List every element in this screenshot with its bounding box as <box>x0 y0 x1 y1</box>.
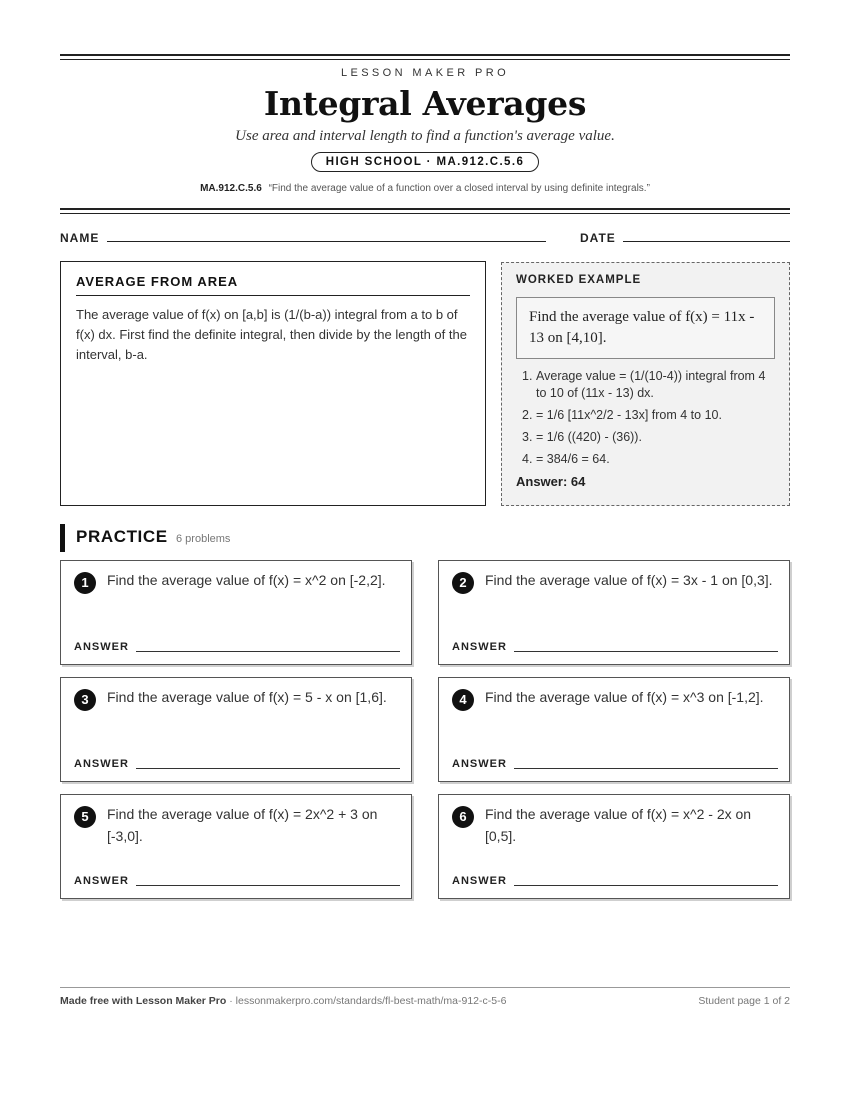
answer-label: ANSWER <box>74 875 129 887</box>
concept-text: The average value of f(x) on [a,b] is (1/(b-a)) integral from a to b of f(x) dx. First find the definite integral, then divide by the length of the interval, b-a. <box>76 307 467 362</box>
answer-label: ANSWER <box>452 875 507 887</box>
problem-text: Find the average value of f(x) = x^2 on [-2,2]. <box>107 572 386 588</box>
problem-number-badge: 3 <box>74 689 96 711</box>
concept-box <box>60 261 486 506</box>
answer-label: ANSWER <box>74 758 129 770</box>
problem-number-badge: 5 <box>74 806 96 828</box>
worked-step <box>516 451 775 468</box>
problem-number-badge: 1 <box>74 572 96 594</box>
name-field-line[interactable] <box>107 241 546 242</box>
header-rule-top <box>60 54 790 60</box>
answer-label: ANSWER <box>452 641 507 653</box>
problem-text: Find the average value of f(x) = 5 - x on [1,6]. <box>107 689 387 705</box>
worksheet-page <box>60 0 790 1100</box>
concept-title: AVERAGE FROM AREA <box>76 274 470 296</box>
step-text: Average value = (1/(10-4)) integral from 4 to 10 of (11x - 13) dx. <box>536 369 766 400</box>
problem-text: Find the average value of f(x) = 2x^2 + 3 on [-3,0]. <box>107 806 378 844</box>
problem-text: Find the average value of f(x) = x^3 on [-1,2]. <box>485 689 764 705</box>
footer-rule <box>60 987 790 988</box>
worked-example-title: WORKED EXAMPLE <box>516 274 642 286</box>
answer-label: ANSWER <box>74 641 129 653</box>
brand-name: LESSON MAKER PRO <box>340 67 510 79</box>
worked-example-answer: Answer: 64 <box>516 474 586 489</box>
worked-step <box>516 407 775 424</box>
step-number: 3. <box>522 430 533 444</box>
problem-text: Find the average value of f(x) = 3x - 1 on [0,3]. <box>485 572 773 588</box>
problem-text: Find the average value of f(x) = x^2 - 2x on [0,5]. <box>485 806 752 844</box>
name-label: NAME <box>60 231 100 245</box>
problem-card-2 <box>438 560 790 665</box>
step-text: = 1/6 [11x^2/2 - 13x] from 4 to 10. <box>536 408 722 422</box>
standard-code: MA.912.C.5.6 <box>200 183 262 194</box>
answer-line[interactable] <box>514 768 778 769</box>
footer-made-with: Made free with Lesson Maker Pro <box>60 995 227 1007</box>
footer-page-number: Student page 1 of 2 <box>698 995 790 1007</box>
practice-accent-bar <box>60 524 65 552</box>
page-title: Integral Averages <box>263 84 587 123</box>
practice-heading: PRACTICE <box>76 527 168 546</box>
problem-card-1 <box>60 560 412 665</box>
date-field-line[interactable] <box>623 241 790 242</box>
standard-description <box>60 183 790 194</box>
answer-line[interactable] <box>514 885 778 886</box>
page-subtitle: Use area and interval length to find a function's average value. <box>235 128 615 144</box>
problem-number-badge: 6 <box>452 806 474 828</box>
answer-line[interactable] <box>136 651 400 652</box>
footer-url[interactable]: · lessonmakerpro.com/standards/fl-best-math/ma-912-c-5-6 <box>226 995 507 1007</box>
step-number: 2. <box>522 408 533 422</box>
worked-example-problem: Find the average value of f(x) = 11x - 13 on [4,10]. <box>516 297 775 359</box>
grade-standard-badge: HIGH SCHOOL · MA.912.C.5.6 <box>311 152 540 172</box>
worked-example-steps <box>516 368 775 468</box>
worked-step <box>516 429 775 446</box>
date-label: DATE <box>580 231 616 245</box>
step-number: 4. <box>522 452 533 466</box>
grade-badge-wrap <box>60 152 790 172</box>
step-text: = 1/6 ((420) - (36)). <box>536 430 642 444</box>
problem-card-3 <box>60 677 412 782</box>
problem-card-4 <box>438 677 790 782</box>
header-rule-bottom <box>60 208 790 214</box>
answer-line[interactable] <box>136 768 400 769</box>
problem-card-5 <box>60 794 412 899</box>
footer-credit <box>60 995 506 1007</box>
answer-line[interactable] <box>136 885 400 886</box>
step-number: 1. <box>522 369 533 383</box>
problem-number-badge: 2 <box>452 572 474 594</box>
answer-line[interactable] <box>514 651 778 652</box>
worked-example-box <box>501 262 790 506</box>
worked-step <box>516 368 775 402</box>
problem-card-6 <box>438 794 790 899</box>
answer-label: ANSWER <box>452 758 507 770</box>
practice-count: 6 problems <box>176 533 231 545</box>
problem-number-badge: 4 <box>452 689 474 711</box>
step-text: = 384/6 = 64. <box>536 452 610 466</box>
standard-text: “Find the average value of a function over a closed interval by using definite integrals.” <box>268 183 650 194</box>
